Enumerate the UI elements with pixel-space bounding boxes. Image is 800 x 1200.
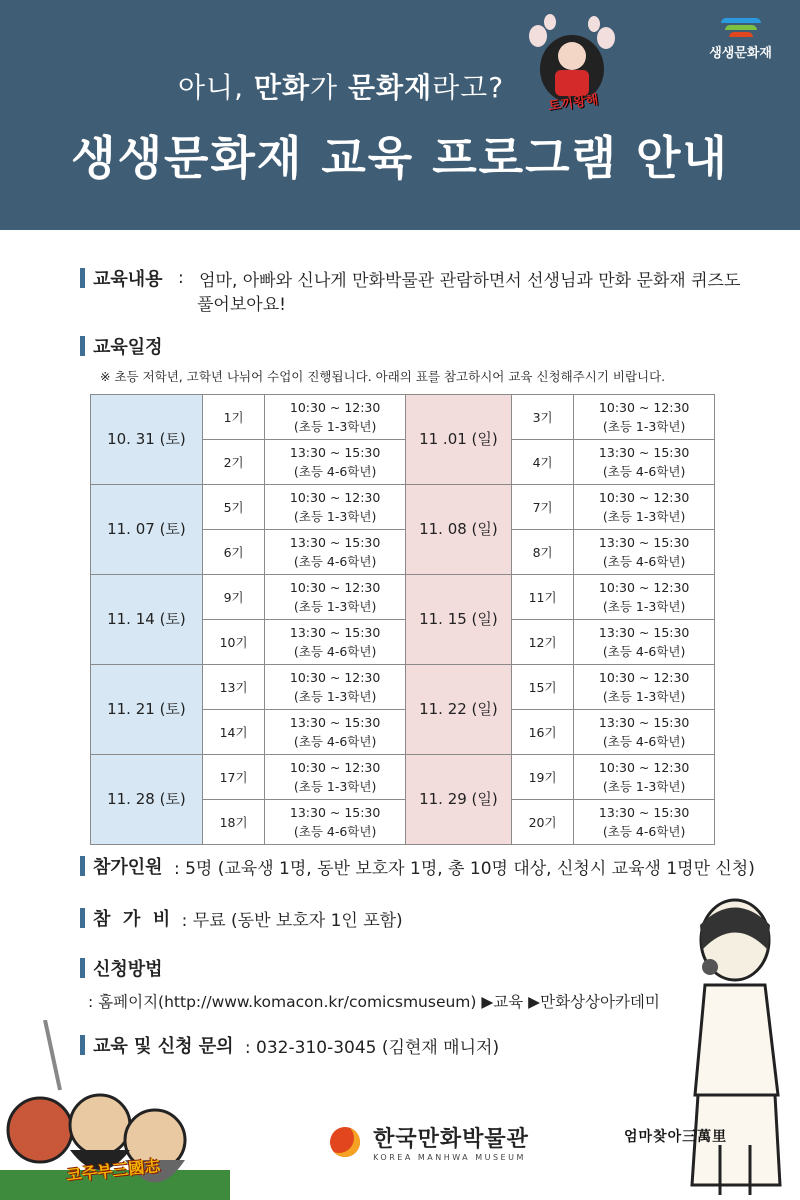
- grade-range: (초등 4-6학년): [602, 644, 686, 659]
- saturday-date-cell: 11. 07 (토): [91, 485, 203, 575]
- saturday-date-cell: 11. 14 (토): [91, 575, 203, 665]
- time-range: 13:30 ~ 15:30: [598, 445, 690, 460]
- time-cell: [265, 710, 406, 755]
- section-label: 교육일정: [93, 337, 163, 358]
- time-cell: [265, 440, 406, 485]
- time-range: 13:30 ~ 15:30: [598, 805, 690, 820]
- comic-title-right: 엄마찾아三萬里: [624, 1129, 728, 1145]
- participants-text: : 5명 (교육생 1명, 동반 보호자 1명, 총 10명 대상, 신청시 교육생 1명만 신청): [173, 858, 755, 879]
- session-cell: 2기: [202, 440, 264, 485]
- saturday-date-cell: 11. 28 (토): [91, 755, 203, 845]
- grade-range: (초등 1-3학년): [293, 779, 377, 794]
- time-range: 13:30 ~ 15:30: [289, 625, 381, 640]
- time-range: 10:30 ~ 12:30: [598, 490, 690, 505]
- grade-range: (초등 1-3학년): [602, 509, 686, 524]
- time-cell: [574, 620, 715, 665]
- time-range: 10:30 ~ 12:30: [598, 670, 690, 685]
- section-apply: [80, 955, 163, 981]
- comic-title-left: 코주부三國志: [65, 1156, 162, 1185]
- time-range: 13:30 ~ 15:30: [289, 445, 381, 460]
- page-title: 생생문화재 교육 프로그램 안내: [71, 131, 729, 185]
- section-label: 교육내용: [93, 269, 163, 290]
- session-cell: 18기: [202, 800, 264, 845]
- session-cell: 3기: [511, 395, 573, 440]
- time-range: 10:30 ~ 12:30: [289, 490, 381, 505]
- grade-range: (초등 4-6학년): [293, 824, 377, 839]
- time-cell: [574, 485, 715, 530]
- section-label: 참 가 비: [93, 909, 171, 930]
- time-cell: [265, 755, 406, 800]
- session-cell: 10기: [202, 620, 264, 665]
- grade-range: (초등 4-6학년): [293, 554, 377, 569]
- time-cell: [574, 665, 715, 710]
- grade-range: (초등 1-3학년): [602, 419, 686, 434]
- grade-range: (초등 4-6학년): [602, 464, 686, 479]
- table-row: [91, 665, 715, 710]
- time-range: 10:30 ~ 12:30: [289, 670, 381, 685]
- content-colon: :: [177, 268, 184, 288]
- session-cell: 11기: [511, 575, 573, 620]
- grade-range: (초등 1-3학년): [602, 779, 686, 794]
- time-range: 10:30 ~ 12:30: [598, 400, 690, 415]
- grade-range: (초등 4-6학년): [293, 644, 377, 659]
- table-row: [91, 395, 715, 440]
- time-range: 13:30 ~ 15:30: [289, 715, 381, 730]
- inquiry-text: : 032-310-3045 (김현재 매니저): [244, 1037, 500, 1058]
- header-subtitle: 아니, 만화가 문화재라고?: [178, 71, 505, 104]
- time-range: 13:30 ~ 15:30: [289, 805, 381, 820]
- section-content: [80, 265, 740, 291]
- session-cell: 16기: [511, 710, 573, 755]
- sunday-date-cell: 11 .01 (일): [405, 395, 511, 485]
- grade-range: (초등 4-6학년): [602, 824, 686, 839]
- fee-text: : 무료 (동반 보호자 1인 포함): [181, 910, 403, 931]
- logo-arc-icon: [721, 18, 761, 36]
- time-range: 10:30 ~ 12:30: [598, 580, 690, 595]
- time-cell: [574, 530, 715, 575]
- sunday-date-cell: 11. 29 (일): [405, 755, 511, 845]
- schedule-table: [90, 394, 715, 845]
- grade-range: (초등 1-3학년): [293, 689, 377, 704]
- section-label: 교육 및 신청 문의: [93, 1036, 234, 1057]
- section-label: 참가인원: [93, 857, 163, 878]
- logo-text: 생생문화재: [709, 46, 772, 61]
- time-range: 10:30 ~ 12:30: [289, 580, 381, 595]
- grade-range: (초등 1-3학년): [293, 599, 377, 614]
- program-logo: [709, 18, 772, 61]
- session-cell: 1기: [202, 395, 264, 440]
- time-range: 10:30 ~ 12:30: [289, 760, 381, 775]
- session-cell: 14기: [202, 710, 264, 755]
- table-row: [91, 485, 715, 530]
- grade-range: (초등 1-3학년): [602, 689, 686, 704]
- session-cell: 4기: [511, 440, 573, 485]
- session-cell: 15기: [511, 665, 573, 710]
- time-range: 13:30 ~ 15:30: [598, 625, 690, 640]
- time-range: 13:30 ~ 15:30: [598, 535, 690, 550]
- time-cell: [265, 530, 406, 575]
- grade-range: (초등 4-6학년): [602, 554, 686, 569]
- session-cell: 12기: [511, 620, 573, 665]
- session-cell: 6기: [202, 530, 264, 575]
- time-cell: [265, 395, 406, 440]
- sunday-date-cell: 11. 22 (일): [405, 665, 511, 755]
- time-cell: [265, 575, 406, 620]
- session-cell: 7기: [511, 485, 573, 530]
- saturday-date-cell: 10. 31 (토): [91, 395, 203, 485]
- session-cell: 8기: [511, 530, 573, 575]
- schedule-note: ※ 초등 저학년, 고학년 나뉘어 수업이 진행됩니다. 아래의 표를 참고하시어 교육 신청해주시기 비랍니다.: [100, 369, 666, 384]
- time-cell: [574, 800, 715, 845]
- sunday-date-cell: 11. 08 (일): [405, 485, 511, 575]
- section-schedule: [80, 333, 163, 359]
- apply-text: : 홈페이지(http://www.komacon.kr/comicsmuseum) ▶교육 ▶만화상상아카데미: [88, 993, 660, 1011]
- section-bar: [80, 958, 85, 978]
- section-bar: [80, 268, 85, 288]
- sunday-date-cell: 11. 15 (일): [405, 575, 511, 665]
- saturday-date-cell: 11. 21 (토): [91, 665, 203, 755]
- section-bar: [80, 856, 85, 876]
- session-cell: 17기: [202, 755, 264, 800]
- time-range: 13:30 ~ 15:30: [598, 715, 690, 730]
- table-row: [91, 755, 715, 800]
- time-range: 10:30 ~ 12:30: [598, 760, 690, 775]
- session-cell: 19기: [511, 755, 573, 800]
- session-cell: 9기: [202, 575, 264, 620]
- time-cell: [265, 800, 406, 845]
- table-row: [91, 575, 715, 620]
- museum-name-english: KOREA MANHWA MUSEUM: [373, 1153, 526, 1162]
- time-cell: [574, 710, 715, 755]
- time-range: 13:30 ~ 15:30: [289, 535, 381, 550]
- section-label: 신청방법: [93, 959, 163, 980]
- time-cell: [265, 620, 406, 665]
- girl-character-illustration: [660, 895, 800, 1200]
- session-cell: 20기: [511, 800, 573, 845]
- time-range: 10:30 ~ 12:30: [289, 400, 381, 415]
- museum-name-korean: 한국만화박물관: [373, 1127, 529, 1152]
- time-cell: [574, 395, 715, 440]
- time-cell: [574, 755, 715, 800]
- grade-range: (초등 1-3학년): [602, 599, 686, 614]
- content-line-2: 풀어보아요!: [197, 295, 286, 315]
- grade-range: (초등 4-6학년): [293, 464, 377, 479]
- section-bar: [80, 908, 85, 928]
- grade-range: (초등 1-3학년): [293, 509, 377, 524]
- museum-logo-icon: [330, 1127, 360, 1157]
- time-cell: [574, 440, 715, 485]
- grade-range: (초등 1-3학년): [293, 419, 377, 434]
- grade-range: (초등 4-6학년): [293, 734, 377, 749]
- content-line-1: 엄마, 아빠와 신나게 만화박물관 관람하면서 선생님과 만화 문화재 퀴즈도: [199, 270, 741, 291]
- section-participants: [80, 853, 755, 879]
- header-banner: [0, 0, 800, 230]
- section-bar: [80, 336, 85, 356]
- time-cell: [574, 575, 715, 620]
- mascot-title: 토끼왕해: [547, 92, 600, 115]
- museum-logo: [330, 1122, 529, 1162]
- time-cell: [265, 665, 406, 710]
- grade-range: (초등 4-6학년): [602, 734, 686, 749]
- section-fee: [80, 905, 403, 931]
- time-cell: [265, 485, 406, 530]
- session-cell: 13기: [202, 665, 264, 710]
- session-cell: 5기: [202, 485, 264, 530]
